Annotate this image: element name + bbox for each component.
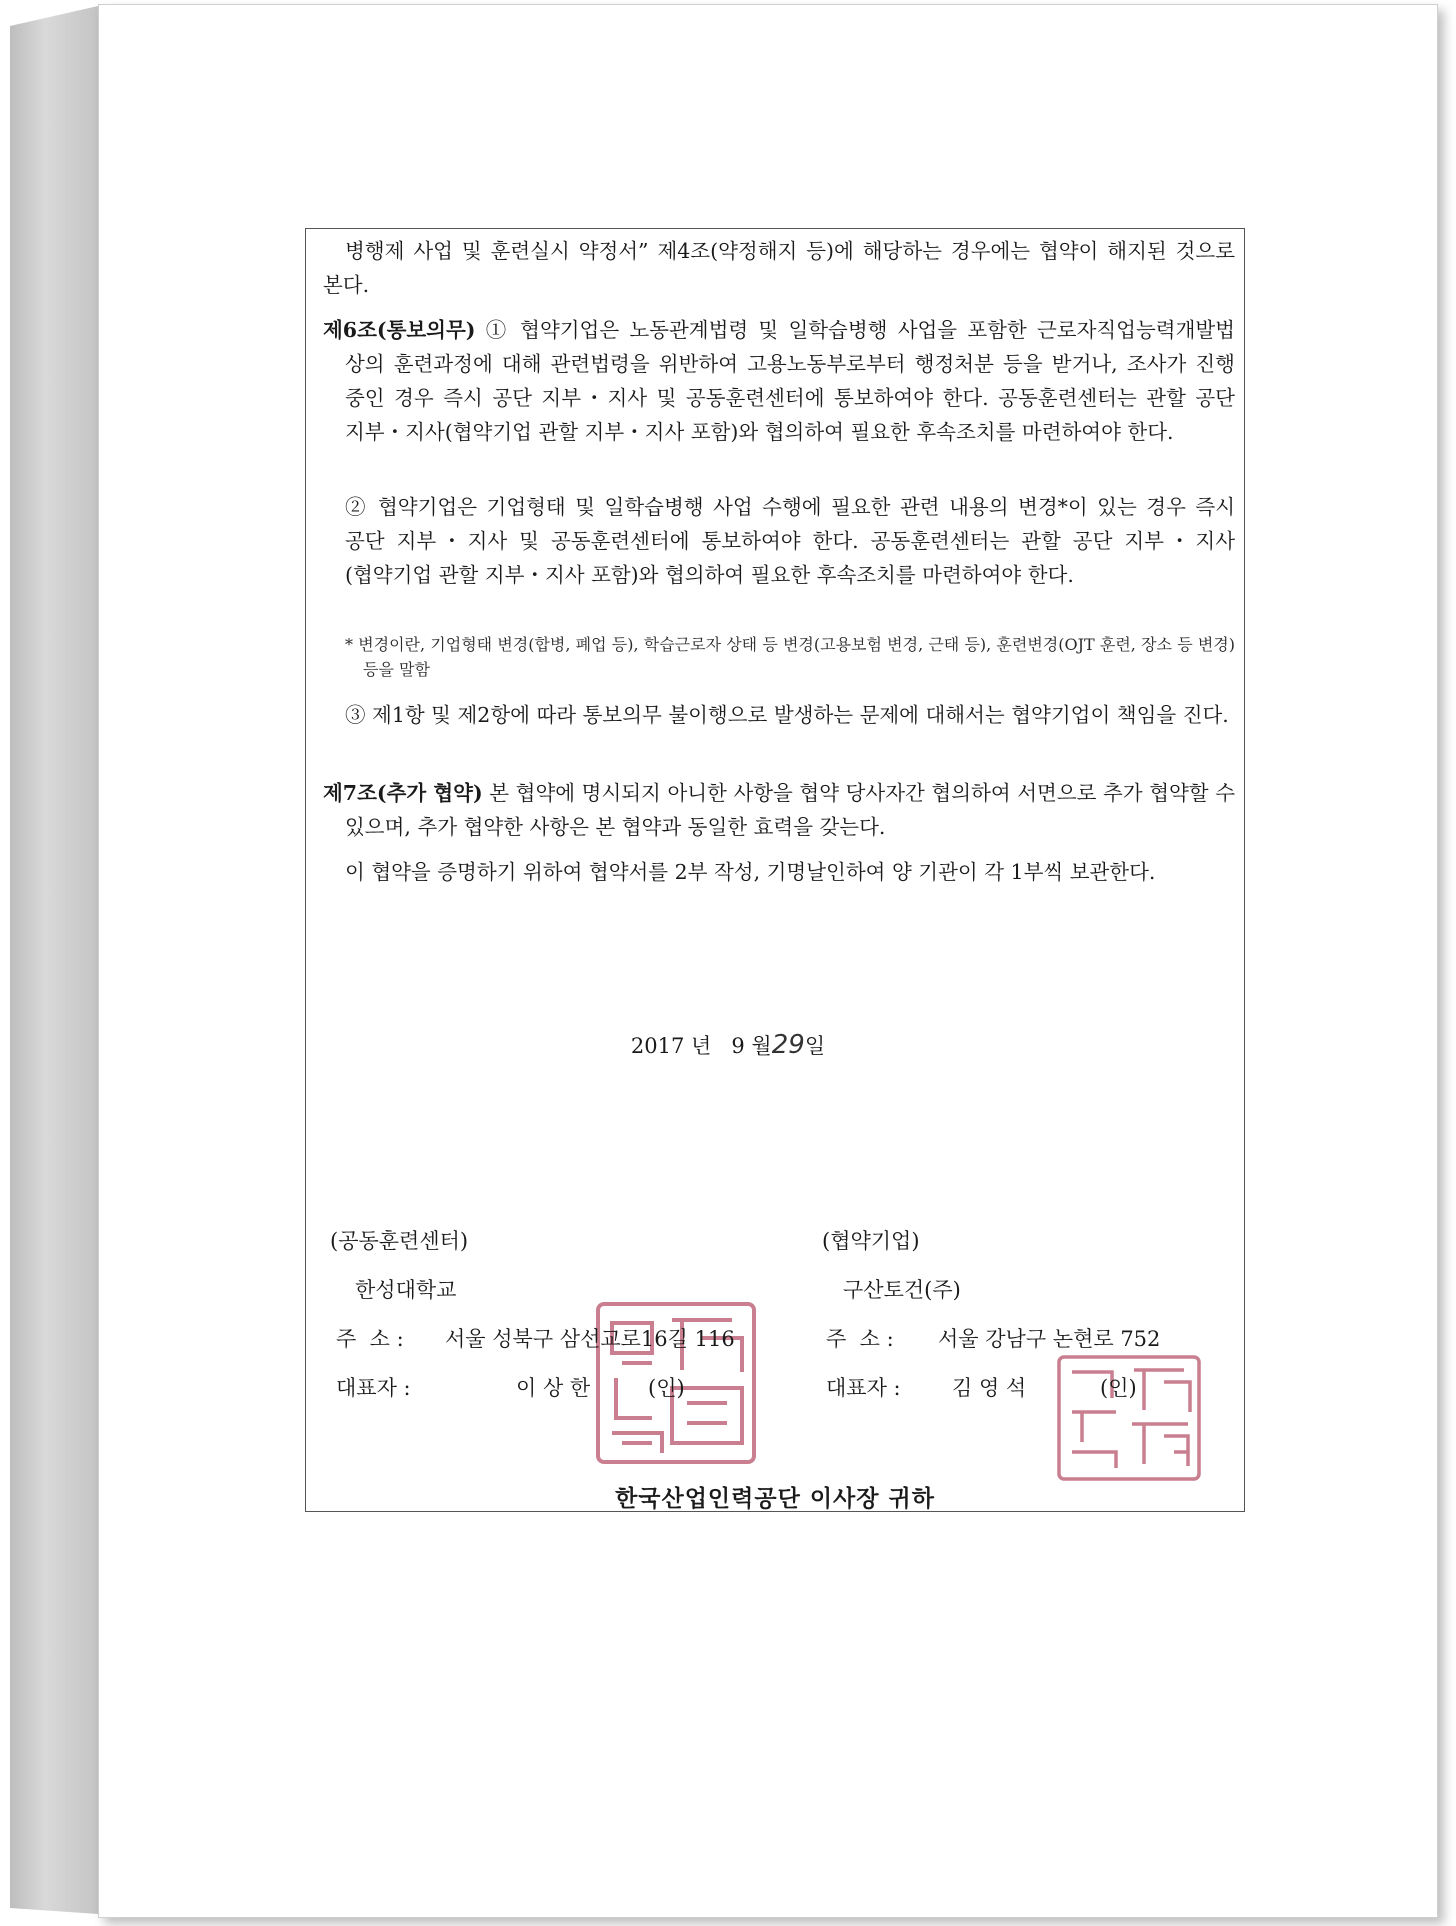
article7-heading: 제7조(추가 협약) [323,781,483,805]
date-day-handwritten: 29 [771,1030,805,1060]
right-party-role: (협약기업) [822,1229,920,1253]
right-party-name: 구산토건(주) [843,1278,961,1302]
agreement-date [0,1030,1456,1060]
closing-statement [345,855,1235,889]
article6-clause3-text: ③ 제1항 및 제2항에 따라 통보의무 불이행으로 발생하는 문제에 대해서는 협약기업이 책임을 진다. [345,703,1229,727]
article6-clause1-text: ① 협약기업은 노동관계법령 및 일학습병행 사업을 포함한 근로자직업능력개발법 상의 훈련과정에 대해 관련법령을 위반하여 고용노동부로부터 행정처분 등을 받거나, 조사가 진행 중인 경우 즉시 공단 지부・지사 및 공동훈련센터에 통보하여야 한다. 공동훈련센터는 관할 공단 지부・지사(협약기업 관할 지부・지사 포함)와 협의하여 필요한 후속조치를 마련하여야 한다. [345,318,1235,444]
date-year-unit: 년 [691,1034,712,1058]
article6-heading: 제6조(통보의무) [323,318,476,342]
right-party-rep-name: 김 영 석 [952,1376,1027,1400]
left-party-name: 한성대학교 [355,1278,457,1302]
addressee: 한국산업인력공단 이사장 귀하 [615,1485,935,1512]
right-party-address-label: 주 소 : [826,1327,894,1351]
left-party-rep-name: 이 상 한 [516,1376,591,1400]
book-spine [10,6,98,1914]
article7 [323,776,1235,844]
article6-clause2 [345,490,1235,592]
article6-clause1 [323,313,1235,449]
article6-footnote [345,632,1235,682]
left-party-address: 서울 성북구 삼선교로16길 116 [445,1327,735,1351]
left-party-seal-mark: (인) [648,1376,685,1400]
article6-clause2-text: ② 협약기업은 기업형태 및 일학습병행 사업 수행에 필요한 관련 내용의 변경*이 있는 경우 즉시 공단 지부・지사 및 공동훈련센터에 통보하여야 한다. 공동훈련센터는 관할 공단 지부・지사(협약기업 관할 지부・지사 포함)와 협의하여 필요한 후속조치를 마련하여야 한다. [345,495,1235,587]
article6-clause3 [345,698,1235,732]
date-month-unit: 월 [751,1034,772,1058]
date-month: 9 [731,1034,745,1058]
right-party-rep-label: 대표자 : [826,1376,901,1400]
right-party-address: 서울 강남구 논현로 752 [938,1327,1161,1351]
intro-continuation [323,234,1235,302]
left-party-role: (공동훈련센터) [330,1229,469,1253]
intro-text: 병행제 사업 및 훈련실시 약정서” 제4조(약정해지 등)에 해당하는 경우에는 협약이 해지된 것으로 본다. [323,239,1235,297]
left-party-address-label: 주 소 : [336,1327,404,1351]
left-party-rep-label: 대표자 : [336,1376,411,1400]
closing-text: 이 협약을 증명하기 위하여 협약서를 2부 작성, 기명날인하여 양 기관이 각 1부씩 보관한다. [345,860,1156,884]
date-year: 2017 [630,1034,685,1058]
footnote-text: * 변경이란, 기업형태 변경(합병, 폐업 등), 학습근로자 상태 등 변경(고용보험 변경, 근태 등), 훈련변경(OJT 훈련, 장소 등 변경) 등을 말함 [345,635,1235,679]
date-day-unit: 일 [804,1034,826,1058]
right-party-seal-mark: (인) [1100,1376,1137,1400]
article7-text: 본 협약에 명시되지 아니한 사항을 협약 당사자간 협의하여 서면으로 추가 협약할 수 있으며, 추가 협약한 사항은 본 협약과 동일한 효력을 갖는다. [345,781,1235,839]
